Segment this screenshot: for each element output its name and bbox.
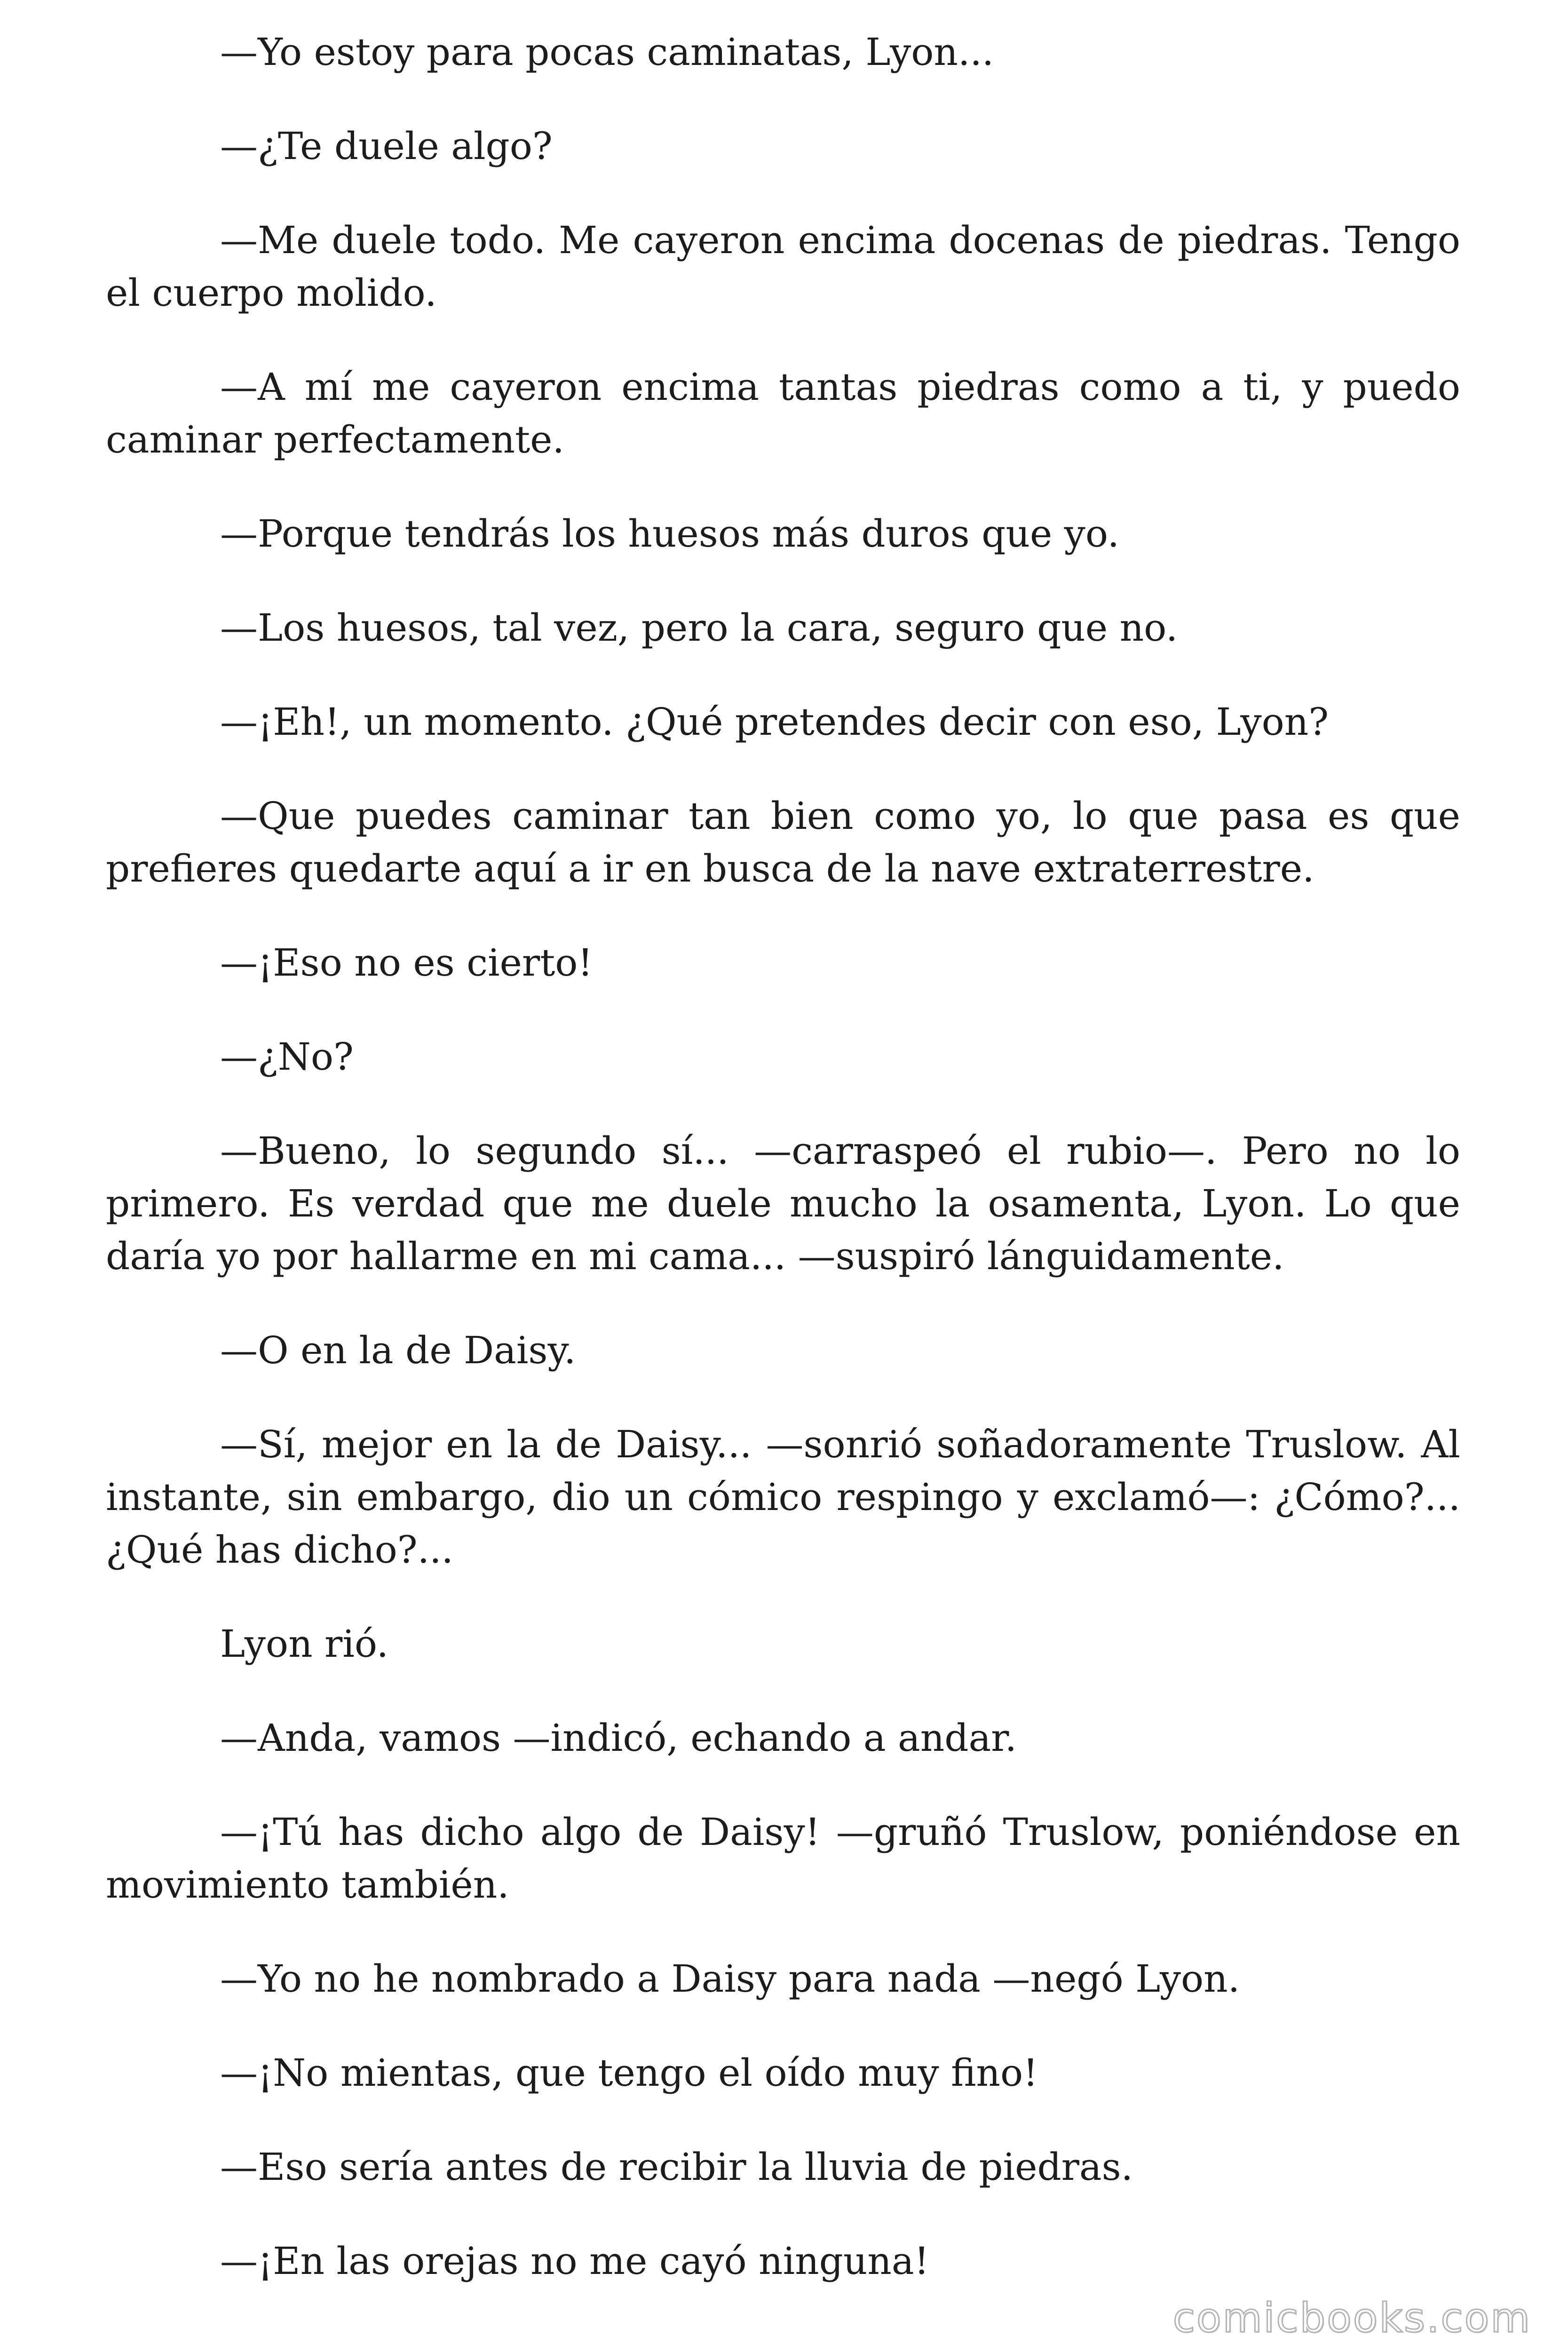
paragraph: —Me duele todo. Me cayeron encima docenas de piedras. Tengo el cuerpo molido. xyxy=(106,218,1460,315)
paragraph: —Los huesos, tal vez, pero la cara, seguro que no. xyxy=(220,606,1178,650)
paragraph: —A mí me cayeron encima tantas piedras como a ti, y puedo caminar perfectamente. xyxy=(106,365,1460,461)
paragraph: —Yo estoy para pocas caminatas, Lyon... xyxy=(220,30,994,74)
paragraph: —Eso sería antes de recibir la lluvia de piedras. xyxy=(220,2145,1133,2189)
paragraph: —¿No? xyxy=(220,1035,354,1079)
watermark-logo: comicbooks.com xyxy=(1172,2295,1531,2342)
paragraph: —Yo no he nombrado a Daisy para nada —negó Lyon. xyxy=(220,1957,1240,2001)
paragraph: Lyon rió. xyxy=(220,1622,389,1666)
paragraph: —Porque tendrás los huesos más duros que yo. xyxy=(220,512,1120,556)
paragraph: —¿Te duele algo? xyxy=(220,124,553,168)
paragraph: —¡En las orejas no me cayó ninguna! xyxy=(220,2239,929,2283)
paragraph: —¡No mientas, que tengo el oído muy fino! xyxy=(220,2051,1038,2095)
paragraph: —Sí, mejor en la de Daisy... —sonrió soñadoramente Truslow. Al instante, sin embargo, dio un cómico respingo y exclamó—: ¿Cómo?... ¿Qué has dicho?... xyxy=(106,1422,1460,1572)
page-text xyxy=(106,26,1460,2329)
paragraph: —Que puedes caminar tan bien como yo, lo que pasa es que prefieres quedarte aquí a ir en busca de la nave extraterrestre. xyxy=(106,794,1460,890)
paragraph: —O en la de Daisy. xyxy=(220,1328,576,1372)
paragraph: —Bueno, lo segundo sí... —carraspeó el rubio—. Pero no lo primero. Es verdad que me duele mucho la osamenta, Lyon. Lo que daría yo por hallarme en mi cama... —suspiró lánguidamente. xyxy=(106,1129,1460,1278)
paragraph: —Anda, vamos —indicó, echando a andar. xyxy=(220,1716,1017,1760)
paragraph: —¡Eso no es cierto! xyxy=(220,941,593,985)
paragraph: —¡Eh!, un momento. ¿Qué pretendes decir con eso, Lyon? xyxy=(220,700,1329,744)
paragraph: —¡Tú has dicho algo de Daisy! —gruñó Truslow, poniéndose en movimiento también. xyxy=(106,1810,1460,1907)
